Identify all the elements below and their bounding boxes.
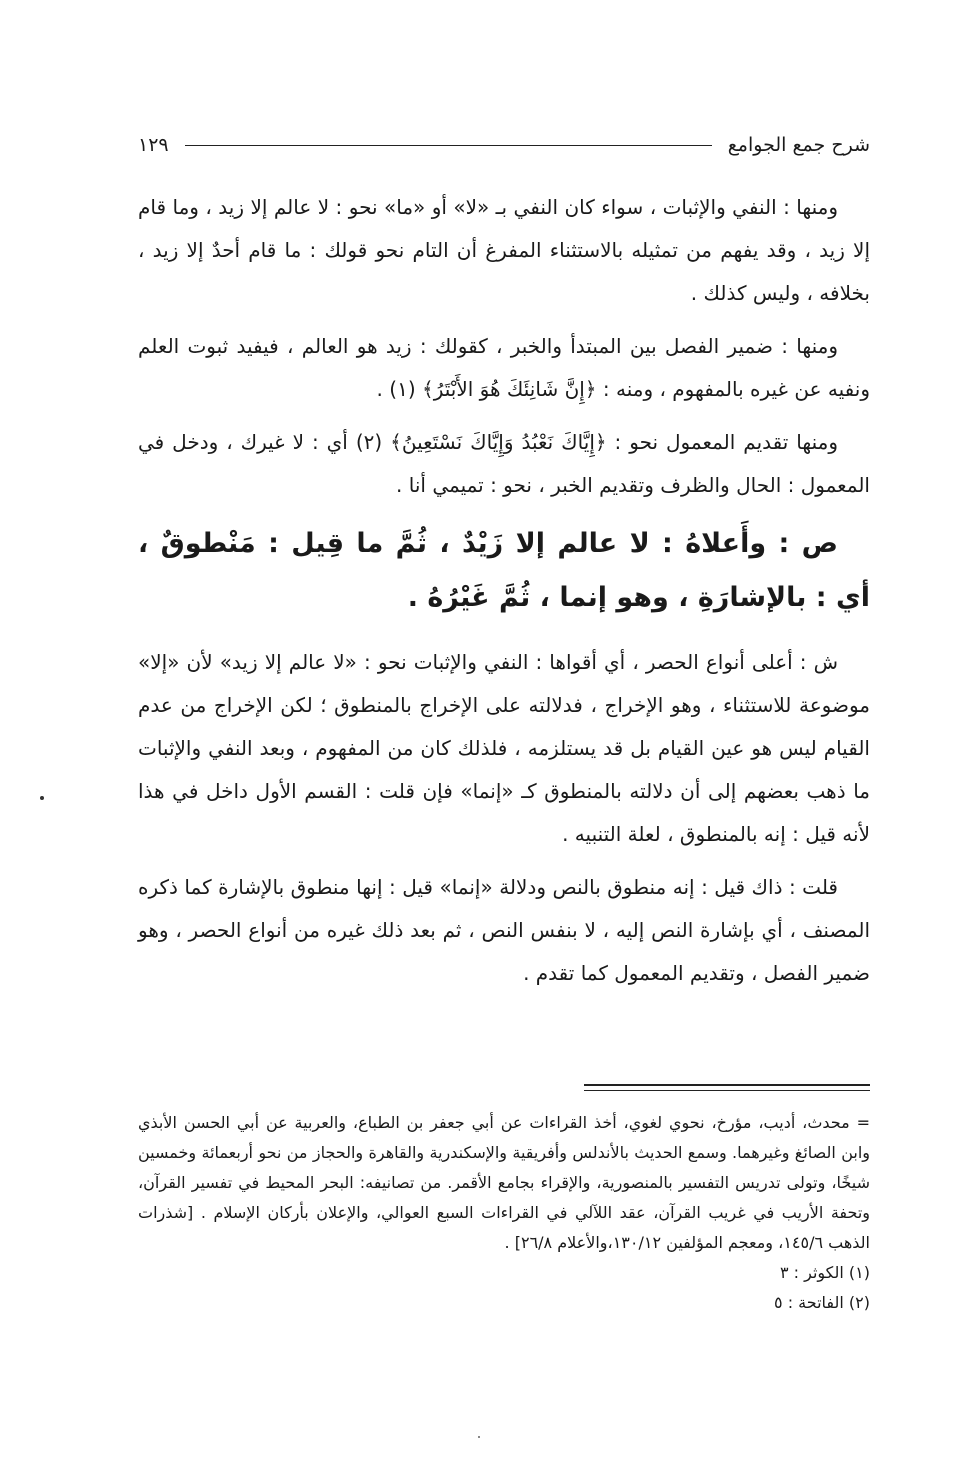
paragraph-commentary: ش : أعلى أنواع الحصر ، أي أقواها : النفي والإثبات نحو : «لا عالم إلا زيد» لأن «إلا» موضوعة للاستثناء ، وهو الإخراج ، فدلالته على الإخراج بالمنطوق ؛ لكن الإخراج من عدم القيام ليس هو عين القيام بل قد يستلزمه ، فلذلك كان من المفهوم ، وبعد النفي والإثبات ما ذهب بعضهم إلى أن دلالته بالمنطوق كـ «إنما» فإن قلت : القسم الأول داخل في هذا لأنه قيل : إنه بالمنطوق ، لعلة التنبيه . [138,650,870,846]
bottom-speck [478,1436,480,1438]
matn-text: ص : وأَعلاهُ : لا عالم إلا زَيْدٌ ، ثُمَّ ما قِيل : مَنْطوقٌ ، أي : بالإشارَةِ ، وهو إنما ، ثُمَّ غَيْرُهُ . [138,528,870,613]
main-text [138,186,870,1005]
paragraph-negation-affirmation: ومنها : النفي والإثبات ، سواء كان النفي بـ «لا» أو «ما» نحو : لا عالم إلا زيد ، وما قام إلا زيد ، وقد يفهم من تمثيله بالاستثناء المفرغ أن التام نحو قولك : ما قام أحدٌ إلا زيد ، بخلافه ، وليس كذلك . [138,195,870,305]
footnote-2: (٢) الفاتحة : ٥ [774,1293,870,1312]
header-rule [185,145,712,146]
paragraph-object-fronting: ومنها تقديم المعمول نحو : ﴿إِيَّاكَ نَعْبُدُ وَإِيَّاكَ نَسْتَعِينُ﴾ (٢) أي : لا غيرك ، ودخل في المعمول : الحال والظرف وتقديم الخبر ، نحو : تميمي أنا . [138,430,870,497]
book-title: شرح جمع الجوامع [727,134,870,156]
page-number: ١٢٩ [138,134,169,156]
footnotes [138,1108,870,1318]
footnote-1: (١) الكوثر : ٣ [779,1263,870,1282]
paragraph-reply: قلت : ذاك قيل : إنه منطوق بالنص ودلالة «إنما» قيل : إنها منطوق بالإشارة كما ذكره المصنف ، أي بإشارة النص إليه ، لا بنفس النص ، ثم بعد ذلك غيره من أنواع الحصر ، وهو ضمير الفصل ، وتقديم المعمول كما تقدم . [138,875,870,985]
paragraph-separation-pronoun: ومنها : ضمير الفصل بين المبتدأ والخبر ، كقولك : زيد هو العالم ، فيفيد ثبوت العلم ونفيه عن غيره بالمفهوم ، ومنه : ﴿إِنَّ شَانِئَكَ هُوَ الأَبْتَرُ﴾ (١) . [138,334,870,401]
running-header [138,128,870,162]
footnote-separator [584,1084,870,1091]
margin-speck [40,796,44,800]
footnote-continuation: = محدث، أديب، مؤرخ، نحوي لغوي، أخذ القراءات عن أبي جعفر بن الطباع، والعربية عن أبي الحسن الأبذي وابن الصائغ وغيرهما. وسمع الحديث بالأندلس وأفريقية والإسكندرية والقاهرة والحجاز من نحو أربعمائة وخمسين شيخًا، وتولى تدريس التفسير بالمنصورية، والإقراء بجامع الأقمر. من تصانيفه: البحر المحيط في تفسير القرآن، وتحفة الأريب في غريب القرآن، عقد اللآلي في القراءات السبع العوالي، والإعلان بأركان الإسلام . [شذرات الذهب ١٤٥/٦، ومعجم المؤلفين ١٣٠/١٢،والأعلام ٢٦/٨] . [138,1113,870,1252]
